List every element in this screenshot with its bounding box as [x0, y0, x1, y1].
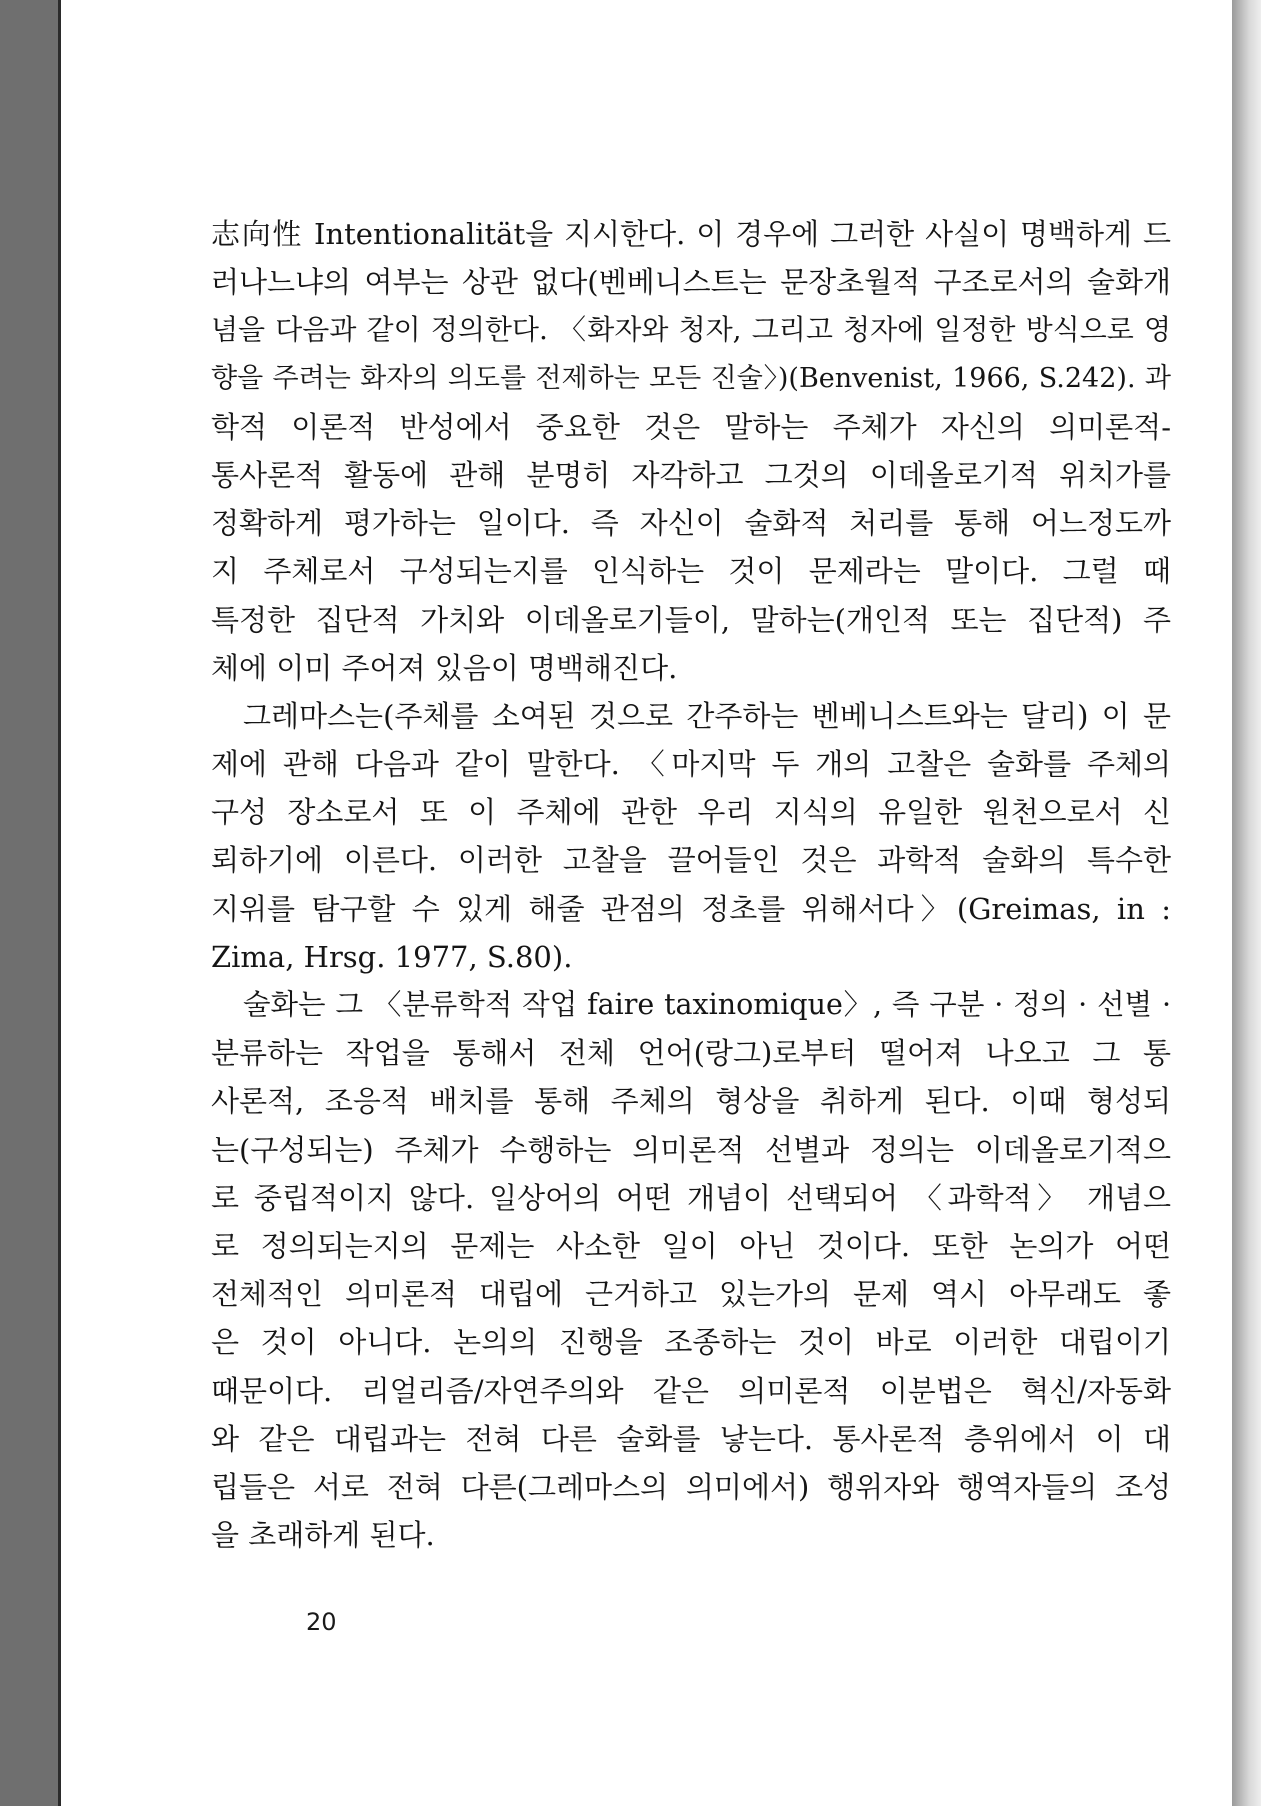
text-line: 술화는 그 〈분류학적 작업 faire taxinomique〉, 즉 구분 · 정의 · 선별 ·	[243, 988, 1171, 1021]
text-line: 그레마스는(주체를 소여된 것으로 간주하는 벤베니스트와는 달리) 이 문	[243, 698, 1171, 733]
text-line: 념을 다음과 같이 정의한다. 〈화자와 청자, 그리고 청자에 일정한 방식으로 영	[211, 313, 1171, 347]
text-line: Zima, Hrsg. 1977, S.80).	[211, 939, 573, 974]
text-line: 학적 이론적 반성에서 중요한 것은 말하는 주체가 자신의 의미론적-	[211, 409, 1171, 444]
text-line: 분류하는 작업을 통해서 전체 언어(랑그)로부터 떨어져 나오고 그 통	[211, 1036, 1171, 1071]
text-line: 로 정의되는지의 문제는 사소한 일이 아닌 것이다. 또한 논의가 어떤	[211, 1228, 1171, 1263]
text-line: 구성 장소로서 또 이 주체에 관한 우리 지식의 유일한 원천으로서 신	[211, 795, 1171, 830]
text-line: 사론적, 조응적 배치를 통해 주체의 형상을 취하게 된다. 이때 형성되	[211, 1084, 1171, 1119]
page-edge-shadow	[1232, 0, 1261, 1806]
text-line: 통사론적 활동에 관해 분명히 자각하고 그것의 이데올로기적 위치가를	[211, 457, 1171, 492]
text-line: 로 중립적이지 않다. 일상어의 어떤 개념이 선택되어 〈과학적〉 개념으	[211, 1180, 1171, 1215]
text-line: 지 주체로서 구성되는지를 인식하는 것이 문제라는 말이다. 그럴 때	[211, 554, 1171, 589]
text-line: 향을 주려는 화자의 의도를 전제하는 모든 진술〉)(Benvenist, 1966, S.242). 과	[211, 362, 1171, 394]
body-text	[211, 210, 1171, 1559]
text-line: 립들은 서로 전혀 다른(그레마스의 의미에서) 행위자와 행역자들의 조성	[211, 1469, 1171, 1504]
text-line: 지위를 탐구할 수 있게 해줄 관점의 정초를 위해서다〉(Greimas, in :	[211, 891, 1171, 926]
text-line: 때문이다. 리얼리즘/자연주의와 같은 의미론적 이분법은 혁신/자동화	[211, 1373, 1171, 1408]
text-line: 志向性 Intentionalität을 지시한다. 이 경우에 그러한 사실이 명백하게 드	[211, 217, 1171, 251]
text-line: 러나느냐의 여부는 상관 없다(벤베니스트는 문장초월적 구조로서의 술화개	[211, 265, 1171, 300]
text-line: 와 같은 대립과는 전혀 다른 술화를 낳는다. 통사론적 층위에서 이 대	[211, 1421, 1171, 1456]
text-line: 을 초래하게 된다.	[211, 1518, 435, 1553]
book-page	[58, 0, 1232, 1806]
text-line: 체에 이미 주어져 있음이 명백해진다.	[211, 650, 678, 685]
text-line: 특정한 집단적 가치와 이데올로기들이, 말하는(개인적 또는 집단적) 주	[211, 602, 1171, 637]
text-line: 는(구성되는) 주체가 수행하는 의미론적 선별과 정의는 이데올로기적으	[211, 1132, 1171, 1167]
text-line: 전체적인 의미론적 대립에 근거하고 있는가의 문제 역시 아무래도 좋	[211, 1277, 1171, 1312]
text-line: 뢰하기에 이른다. 이러한 고찰을 끌어들인 것은 과학적 술화의 특수한	[211, 843, 1171, 878]
page-number: 20	[306, 1608, 337, 1636]
text-line: 정확하게 평가하는 일이다. 즉 자신이 술화적 처리를 통해 어느정도까	[211, 506, 1171, 541]
text-line: 제에 관해 다음과 같이 말한다. 〈마지막 두 개의 고찰은 술화를 주체의	[211, 747, 1171, 782]
text-line: 은 것이 아니다. 논의의 진행을 조종하는 것이 바로 이러한 대립이기	[211, 1325, 1171, 1360]
